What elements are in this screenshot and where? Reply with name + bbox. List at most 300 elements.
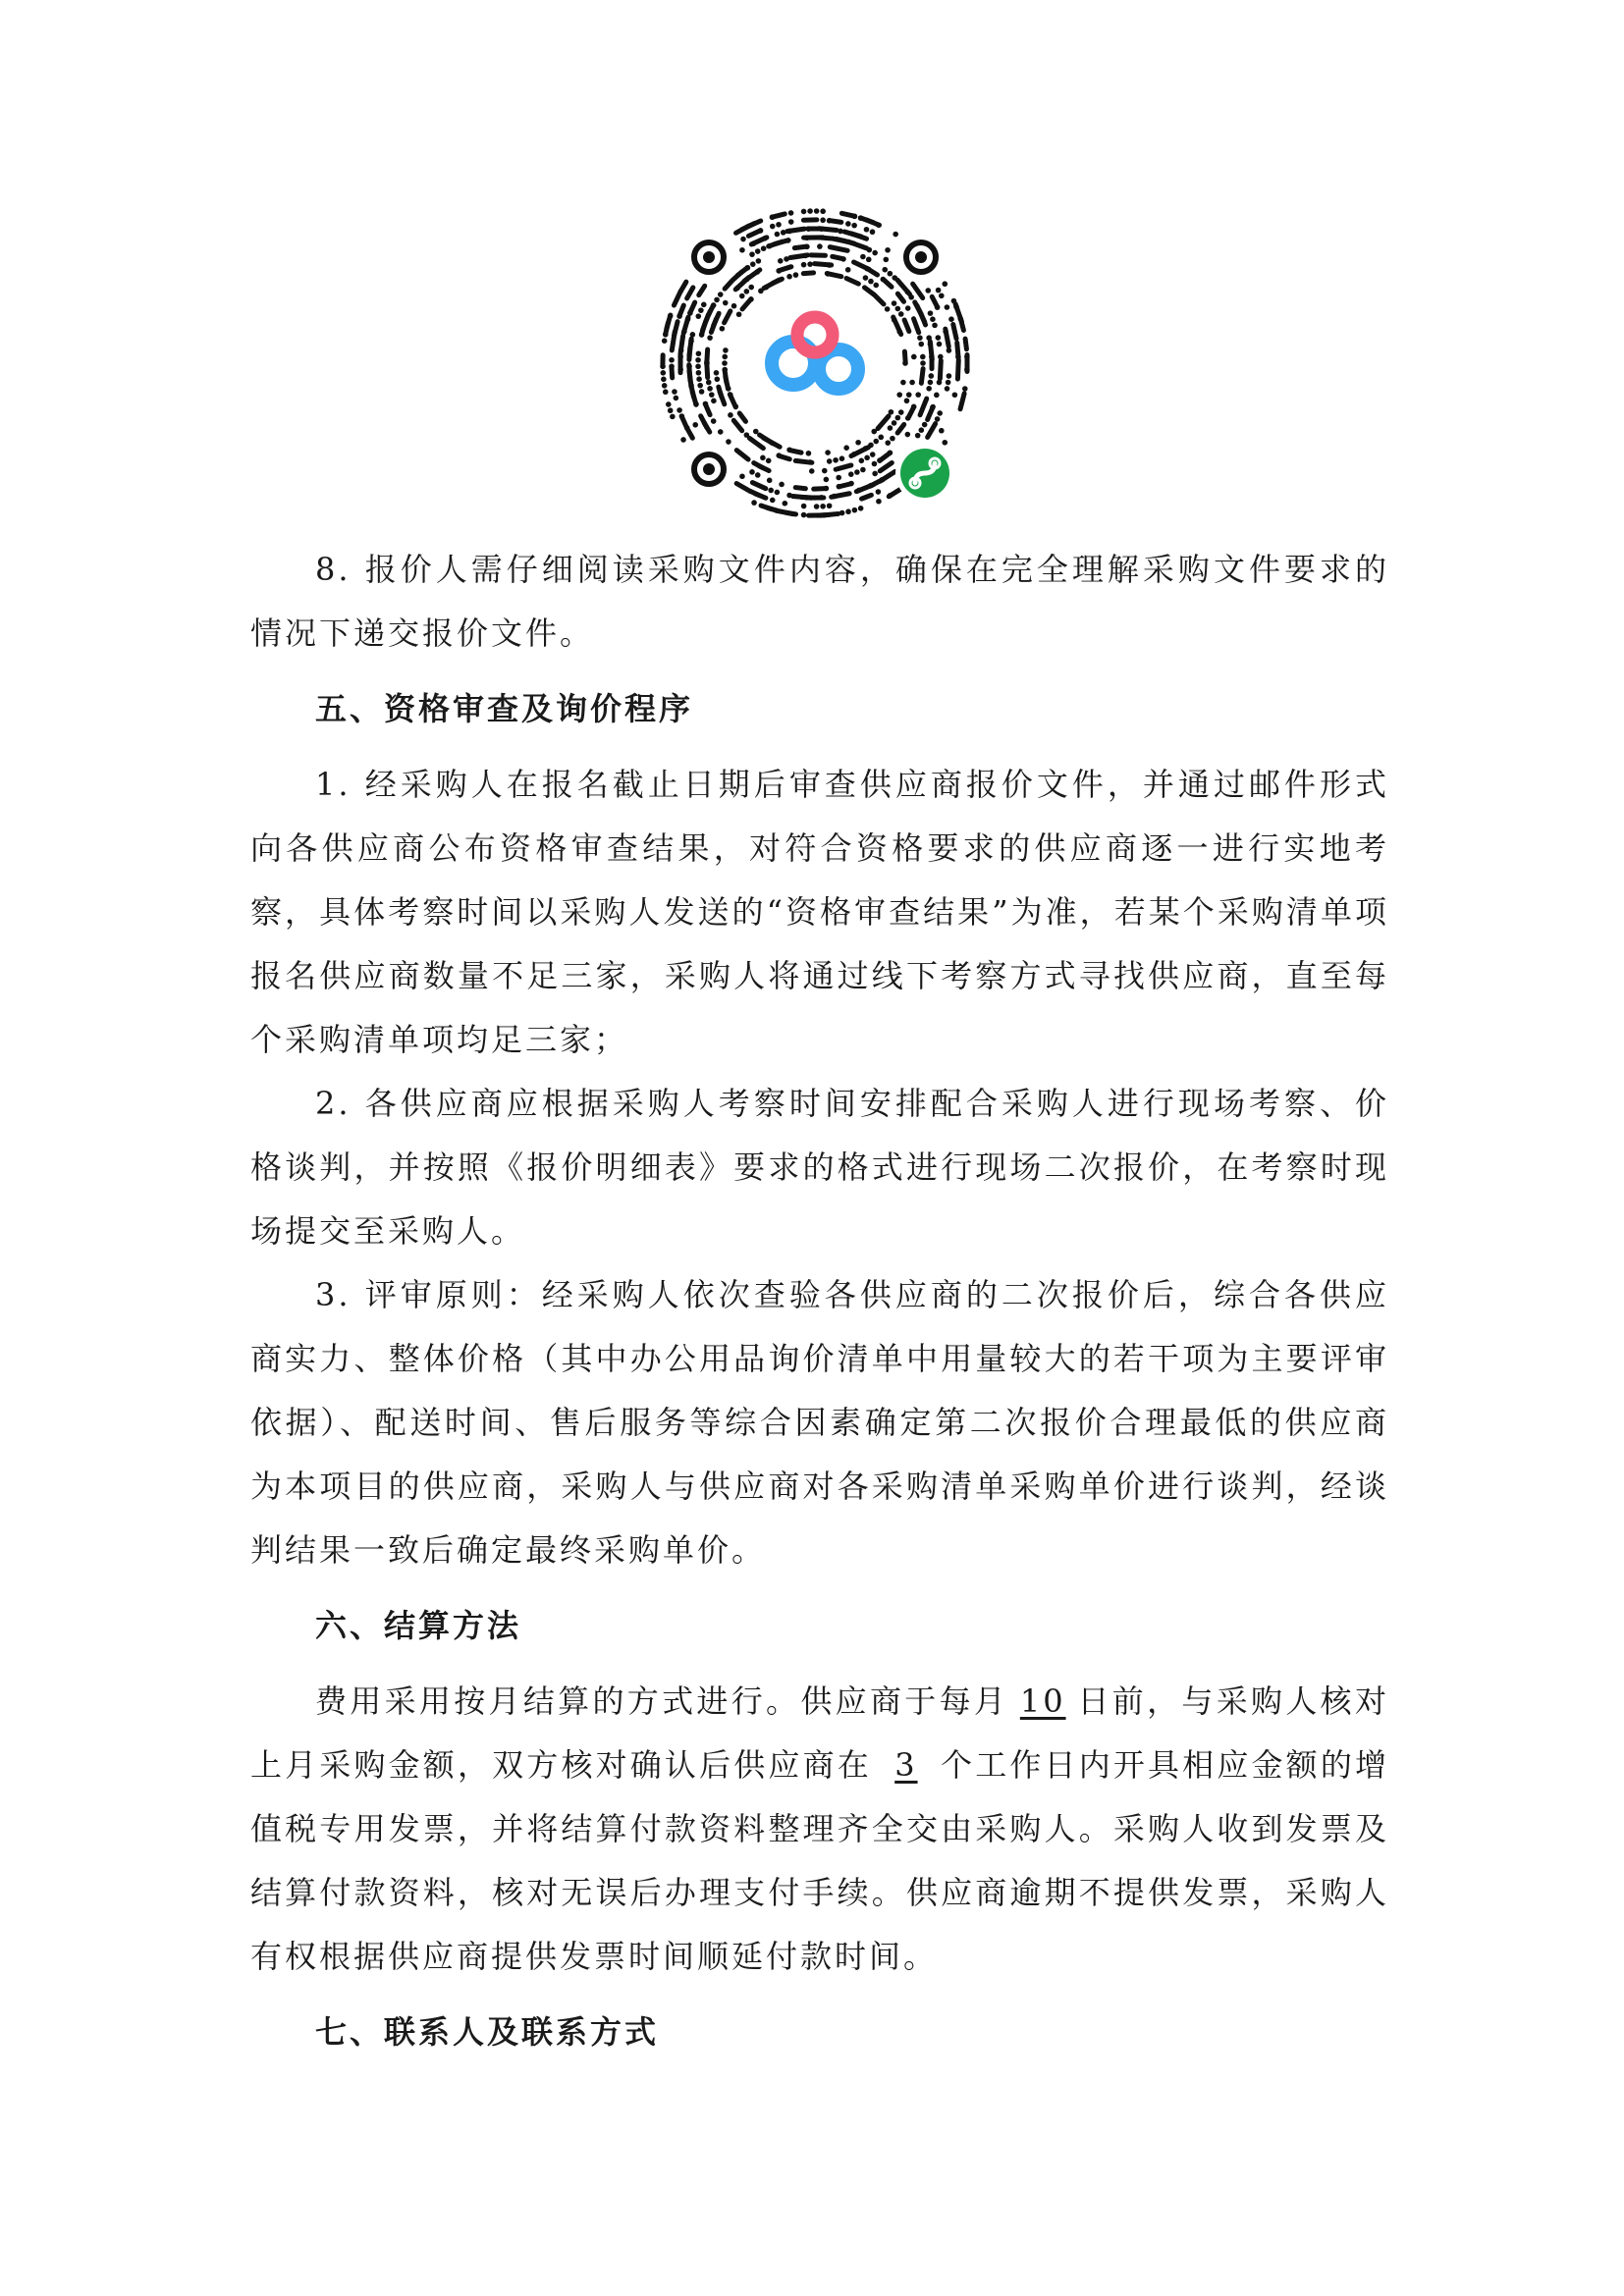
qr-dash: [833, 256, 842, 258]
qr-dot: [707, 386, 713, 392]
qr-dot: [760, 455, 766, 461]
qr-dot: [801, 512, 807, 518]
qr-dot: [688, 338, 694, 344]
qr-dot: [852, 507, 858, 513]
qr-dot: [890, 436, 895, 442]
settlement-day-value: 10: [1019, 1682, 1066, 1720]
qr-dot: [695, 357, 701, 363]
qr-dash: [690, 302, 695, 312]
qr-dot: [945, 386, 950, 392]
qr-dot: [722, 367, 728, 373]
section-6-heading: 六、结算方法: [315, 1607, 522, 1644]
mini-program-badge-icon: [895, 444, 954, 503]
qr-dot: [698, 307, 704, 313]
qr-dash: [699, 286, 705, 294]
qr-dot: [711, 302, 717, 308]
qr-dot: [839, 455, 845, 461]
qr-dash: [736, 483, 750, 491]
qr-dash: [672, 368, 673, 378]
qr-dot: [686, 363, 692, 369]
qr-dot: [755, 472, 761, 478]
qr-dot: [814, 504, 820, 509]
qr-dot: [703, 401, 709, 407]
qr-dot: [756, 258, 762, 264]
qr-dot: [669, 357, 675, 363]
qr-dot: [807, 208, 813, 214]
qr-dot: [882, 267, 888, 273]
qr-dot: [832, 494, 838, 500]
qr-dot: [864, 455, 870, 461]
qr-dot: [822, 468, 828, 474]
qr-dot: [866, 257, 872, 263]
qr-dot: [662, 338, 668, 344]
qr-dot: [935, 416, 941, 422]
qr-dot: [695, 313, 701, 319]
qr-dot: [964, 367, 970, 373]
qr-dot: [663, 389, 669, 395]
qr-dot: [863, 275, 869, 281]
qr-dot: [827, 458, 833, 464]
qr-dot: [852, 214, 858, 220]
qr-dash: [878, 416, 889, 429]
qr-dot: [917, 335, 923, 341]
qr-dot: [895, 306, 901, 312]
qr-dot: [801, 504, 807, 509]
qr-dot: [876, 222, 882, 228]
qr-dash: [961, 320, 964, 331]
qr-dash: [754, 463, 763, 468]
qr-dot: [754, 269, 760, 275]
qr-dash: [803, 273, 813, 274]
qr-dot: [935, 304, 941, 310]
qr-dot: [744, 289, 750, 294]
qr-dot: [860, 467, 866, 473]
qr-dot: [868, 279, 874, 285]
qr-dash: [830, 221, 841, 223]
qr-dot: [885, 440, 891, 446]
qr-dash: [819, 229, 837, 231]
invoice-workdays-value: 3: [894, 1746, 918, 1784]
qr-dash: [707, 349, 708, 364]
qr-dot: [904, 398, 910, 403]
qr-dash: [675, 322, 677, 336]
qr-dot: [938, 354, 944, 360]
qr-dot: [870, 452, 876, 457]
settlement-text-b: 日前，与采购人核对上月采购金额，双方核对确认后供应商在: [250, 1682, 1389, 1784]
qr-dot: [876, 499, 882, 505]
qr-dash: [957, 360, 958, 379]
qr-dash: [914, 319, 919, 333]
qr-dash: [904, 351, 905, 362]
qr-dot: [911, 354, 917, 360]
qr-dot: [877, 457, 883, 463]
qr-dot: [749, 251, 755, 257]
qr-dot: [883, 257, 889, 263]
qr-dot: [936, 335, 942, 341]
qr-dot: [778, 258, 784, 264]
qr-dot: [755, 248, 761, 254]
qr-dot: [762, 236, 768, 241]
qr-dot: [871, 429, 877, 435]
section-7-heading: 七、联系人及联系方式: [315, 2013, 660, 2051]
qr-dot: [728, 412, 733, 418]
qr-dash: [680, 336, 682, 351]
qr-dot: [873, 283, 879, 289]
qr-dot: [955, 354, 961, 360]
qr-dot: [814, 208, 820, 214]
qr-dash: [953, 324, 956, 339]
qr-dash: [725, 281, 732, 289]
qr-dot: [946, 380, 951, 386]
qr-dot: [692, 422, 698, 428]
qr-dash: [921, 314, 925, 325]
qr-dot: [662, 383, 668, 389]
qr-dot: [926, 386, 932, 392]
qr-dash: [909, 408, 914, 417]
qr-dot: [661, 370, 667, 376]
qr-dash: [913, 284, 923, 297]
qr-dot: [753, 429, 759, 435]
qr-dot: [668, 313, 674, 319]
qr-dot: [898, 311, 904, 317]
qr-dot: [744, 432, 750, 438]
qr-dot: [802, 253, 808, 259]
qr-dot: [696, 376, 702, 382]
qr-dot: [873, 439, 879, 445]
qr-dot: [936, 288, 942, 294]
qr-dot: [745, 265, 751, 271]
qr-dot: [962, 386, 968, 392]
qr-dot: [892, 300, 897, 306]
qr-dot: [785, 238, 791, 243]
qr-dot: [937, 342, 943, 347]
qr-dash: [781, 456, 790, 459]
qr-dash: [897, 294, 903, 301]
qr-dot: [786, 493, 792, 499]
qr-dot: [905, 415, 911, 421]
qr-dot: [748, 285, 754, 291]
qr-dot: [915, 392, 921, 398]
qr-dot: [905, 305, 911, 311]
qr-dot: [720, 326, 726, 332]
qr-dot: [928, 380, 934, 386]
qr-dot: [731, 303, 737, 309]
qr-dot: [820, 208, 826, 214]
qr-dot: [806, 451, 812, 456]
qr-dot: [858, 506, 864, 511]
qr-dot: [680, 437, 686, 443]
qr-dot: [739, 247, 745, 253]
qr-dot: [893, 232, 898, 238]
qr-dot: [718, 429, 724, 435]
qr-dash: [846, 278, 858, 284]
qr-dash: [687, 288, 693, 298]
qr-dash: [851, 234, 866, 239]
qr-dot: [920, 354, 926, 360]
section-5-item-1: 1. 经采购人在报名截止日期后审查供应商报价文件，并通过邮件形式向各供应商公布资格审查结果，对符合资格要求的供应商逐一进行实地考察，具体考察时间以采购人发送的“资格审查结果”为准，若某个采购清单项报名供应商数量不足三家，采购人将通过线下考察方式寻找供应商，直至每个采购清单项均足三家；: [250, 766, 1389, 1058]
qr-dot: [948, 316, 954, 322]
qr-dot: [715, 376, 721, 382]
qr-dash: [795, 460, 812, 462]
qr-dash: [701, 416, 707, 428]
qr-dot: [677, 407, 682, 413]
qr-dot: [848, 471, 854, 477]
qr-dot: [942, 440, 947, 446]
qr-dot: [740, 237, 746, 242]
qr-dot: [888, 425, 893, 431]
qr-dash: [779, 267, 791, 271]
section-5-heading: 五、资格审查及询价程序: [315, 690, 694, 727]
qr-dash: [795, 488, 805, 489]
qr-dot: [793, 272, 799, 278]
qr-dot: [770, 224, 776, 230]
qr-dot: [845, 267, 851, 273]
qr-dot: [820, 504, 826, 509]
qr-dash: [965, 339, 966, 349]
qr-dot: [786, 447, 792, 453]
qr-dash: [739, 413, 745, 421]
qr-dot: [711, 399, 717, 404]
qr-dot: [827, 262, 833, 268]
qr-dot: [711, 418, 717, 424]
center-logo-icon: [736, 285, 893, 442]
settlement-text-c: 个工作日内开具相应金额的增值税专用发票，并将结算付款资料整理齐全交由采购人。采购人收到发票及结算付款资料，核对无误后办理支付手续。供应商逾期不提供发票，采购人有权根据供应商提供发票时间顺延付款时间。: [250, 1746, 1389, 1975]
qr-dot: [898, 409, 904, 415]
qr-dot: [845, 508, 851, 514]
qr-finder-bottom-left: [694, 454, 724, 484]
qr-dot: [775, 490, 781, 496]
qr-dot: [932, 323, 938, 329]
qr-dot: [878, 435, 884, 441]
qr-dot: [876, 489, 882, 495]
qr-dash: [680, 282, 686, 292]
qr-dot: [779, 482, 785, 488]
qr-dot: [824, 477, 830, 483]
section-5-item-3: 3. 评审原则：经采购人依次查验各供应商的二次报价后，综合各供应商实力、整体价格（其中办公用品询价清单中用量较大的若干项为主要评审依据）、配送时间、售后服务等综合因素确定第二次报价合理最低的供应商为本项目的供应商，采购人与供应商对各采购清单采购单价进行谈判，经谈判结果一致后确定最终采购单价。: [250, 1276, 1389, 1569]
qr-dot: [668, 407, 674, 413]
qr-dot: [947, 373, 952, 379]
qr-dot: [751, 500, 757, 506]
qr-dash: [904, 320, 909, 332]
qr-dot: [726, 439, 731, 445]
qr-dot: [758, 228, 764, 234]
qr-dot: [896, 329, 902, 335]
qr-dash: [761, 506, 771, 509]
qr-dot: [718, 292, 724, 297]
qr-dash: [940, 360, 941, 378]
qr-dot: [736, 311, 742, 317]
qr-dash: [848, 241, 867, 248]
qr-dot: [728, 392, 733, 398]
qr-dot: [750, 261, 756, 267]
qr-dash: [946, 329, 948, 347]
qr-dot: [696, 370, 702, 376]
qr-dot: [783, 501, 788, 507]
settlement-text-a: 费用采用按月结算的方式进行。供应商于每月: [315, 1682, 1009, 1720]
qr-dot: [699, 389, 705, 395]
section-6-paragraph: [250, 1670, 1389, 1989]
section-5-item-2: 2. 各供应商应根据采购人考察时间安排配合采购人进行现场考察、价格谈判，并按照《报价明细表》要求的格式进行现场二次报价，在考察时现场提交至采购人。: [250, 1085, 1389, 1250]
qr-dot: [761, 245, 767, 251]
qr-dot: [714, 297, 720, 303]
qr-dot: [895, 415, 901, 421]
qr-dot: [672, 389, 677, 395]
qr-dot: [695, 363, 701, 369]
qr-dot: [905, 290, 911, 295]
qr-dot: [706, 380, 712, 386]
qr-dash: [736, 451, 748, 459]
qr-dot: [855, 440, 861, 446]
qr-dot: [896, 392, 902, 398]
qr-dash: [682, 417, 686, 426]
qr-dot: [674, 396, 679, 401]
qr-dot: [906, 392, 912, 398]
qr-dot: [666, 401, 672, 407]
qr-dash: [897, 424, 904, 433]
qr-dash: [747, 221, 760, 227]
qr-dot: [840, 256, 846, 262]
qr-dot: [947, 347, 952, 353]
qr-dot: [701, 301, 707, 307]
qr-dot: [804, 243, 810, 249]
qr-dot: [851, 223, 857, 229]
qr-dot: [749, 469, 755, 475]
document-body: [250, 538, 1389, 2076]
qr-dot: [937, 380, 943, 386]
qr-dot: [709, 392, 715, 398]
qr-dot: [768, 488, 774, 494]
qr-dot: [836, 475, 841, 481]
qr-dot: [930, 316, 936, 322]
qr-dot: [928, 310, 934, 316]
qr-dot: [952, 392, 958, 398]
qr-dot: [885, 247, 891, 253]
qr-dot: [888, 271, 893, 277]
qr-dot: [825, 450, 831, 455]
qr-dot: [915, 433, 921, 439]
qr-dot: [900, 380, 906, 386]
qr-dash: [830, 247, 847, 251]
qr-dot: [809, 468, 815, 474]
qr-dot: [722, 360, 728, 366]
qr-dot: [872, 250, 878, 256]
qr-dash: [920, 399, 927, 415]
qr-dash: [827, 274, 841, 277]
qr-dot: [669, 363, 675, 369]
qr-dash: [787, 229, 805, 232]
qr-dot: [928, 373, 934, 379]
qr-dot: [807, 261, 813, 267]
qr-dot: [945, 304, 950, 310]
qr-dot: [661, 377, 667, 383]
qr-dot: [925, 288, 931, 294]
qr-dot: [723, 347, 729, 353]
qr-dot: [909, 380, 915, 386]
qr-dot: [801, 262, 807, 268]
qr-dot: [696, 350, 702, 356]
qr-dot: [964, 354, 970, 360]
qr-finder-top-right: [906, 242, 936, 272]
qr-dot: [908, 294, 914, 300]
qr-dot: [677, 354, 683, 360]
qr-dot: [892, 420, 897, 426]
mini-program-qr-code-icon[interactable]: [648, 196, 982, 530]
qr-dash: [862, 495, 872, 499]
qr-dash: [960, 394, 964, 409]
qr-dash: [773, 279, 782, 283]
item-8-paragraph: 8. 报价人需仔细阅读采购文件内容，确保在完全理解采购文件要求的情况下递交报价文件。: [250, 551, 1389, 652]
qr-dot: [685, 316, 691, 322]
qr-dot: [851, 452, 857, 457]
qr-dot: [739, 473, 745, 479]
qr-finder-top-left: [694, 242, 724, 272]
qr-dash: [880, 462, 892, 470]
qr-dot: [918, 342, 924, 347]
qr-dash: [874, 294, 884, 304]
qr-dash: [868, 269, 878, 275]
qr-dash: [679, 305, 683, 315]
qr-dot: [723, 300, 729, 306]
qr-dash: [749, 438, 763, 448]
qr-dot: [864, 227, 870, 233]
qr-dot: [872, 461, 878, 467]
qr-dot: [845, 221, 851, 227]
qr-dot: [885, 306, 891, 312]
qr-dot: [722, 354, 728, 360]
qr-dot: [860, 254, 866, 260]
qr-dot: [854, 469, 860, 475]
qr-dot: [788, 219, 794, 225]
qr-dot: [670, 414, 676, 420]
qr-dash: [792, 496, 811, 498]
qr-dot: [707, 335, 713, 341]
qr-dot: [690, 332, 696, 338]
qr-dot: [939, 428, 945, 434]
qr-dot: [801, 209, 807, 215]
qr-dot: [937, 410, 943, 416]
qr-dot: [697, 383, 703, 389]
qr-dot: [939, 293, 945, 298]
qr-dot: [786, 274, 792, 280]
qr-dash: [733, 420, 741, 430]
qr-dot: [820, 217, 826, 223]
qr-dot: [776, 222, 782, 228]
qr-dash: [928, 406, 934, 419]
qr-dash: [921, 369, 923, 384]
qr-dot: [770, 498, 776, 504]
qr-dot: [714, 370, 720, 376]
qr-dot: [679, 413, 685, 419]
qr-dash: [725, 311, 731, 323]
qr-dot: [767, 478, 773, 484]
qr-dot: [922, 422, 928, 428]
qr-dot: [833, 457, 839, 463]
qr-dot: [843, 445, 849, 451]
qr-dash: [928, 424, 936, 438]
qr-dash: [884, 280, 892, 287]
qr-dot: [859, 458, 865, 464]
qr-dash: [714, 313, 720, 326]
qr-dot: [942, 281, 947, 287]
qr-dot: [929, 354, 935, 360]
qr-dot: [870, 229, 876, 235]
qr-dash: [752, 483, 765, 489]
qr-dot: [919, 427, 925, 433]
qr-dot: [788, 210, 794, 216]
qr-dot: [905, 432, 911, 438]
qr-dot: [748, 296, 754, 302]
qr-dot: [827, 503, 833, 508]
